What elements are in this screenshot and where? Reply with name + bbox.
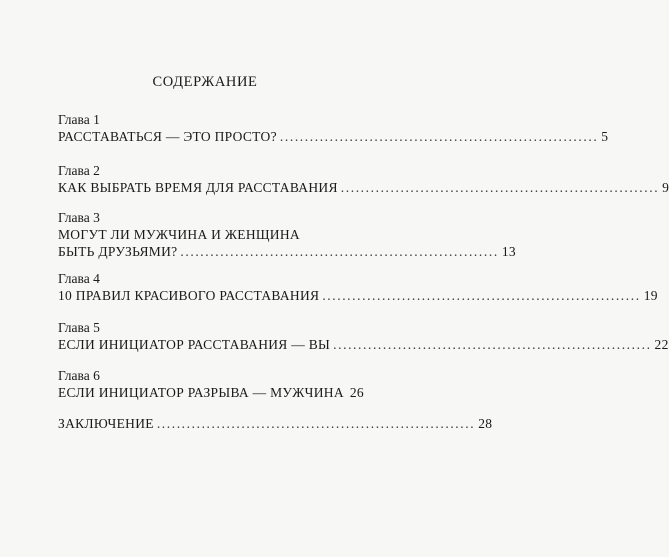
conclusion-title: ЗАКЛЮЧЕНИЕ [58,416,154,431]
chapter-number: Глава 4 [58,271,100,286]
leader-dots: ................................................................ [180,244,499,259]
chapter-title: ЕСЛИ ИНИЦИАТОР РАЗРЫВА — МУЖЧИНА [58,385,344,400]
chapter-number: Глава 2 [58,163,100,178]
page-number: 5 [601,129,609,144]
page-number: 28 [478,416,493,431]
chapter-number: Глава 6 [58,368,100,383]
chapter-number: Глава 5 [58,320,100,335]
page-number: 13 [501,244,516,259]
chapter-title-line [58,128,609,145]
chapter-title: РАССТАВАТЬСЯ — ЭТО ПРОСТО? [58,129,277,144]
chapter-title-line [58,287,658,304]
toc-entry-chapter-6[interactable] [58,368,364,401]
toc-entry-conclusion[interactable] [58,415,493,432]
chapter-title-line [58,336,669,353]
toc-entry-chapter-5[interactable] [58,320,669,353]
chapter-title-line [58,179,669,196]
chapter-number: Глава 3 [58,210,100,225]
chapter-title-line [58,384,364,401]
chapter-title-line [58,243,516,260]
chapter-title: 10 ПРАВИЛ КРАСИВОГО РАССТАВАНИЯ [58,288,320,303]
chapter-number: Глава 1 [58,112,100,127]
chapter-title-line-2: БЫТЬ ДРУЗЬЯМИ? [58,244,178,259]
toc-entry-chapter-2[interactable] [58,163,669,196]
leader-dots: ................................................................ [340,180,660,195]
toc-entry-chapter-1[interactable] [58,112,609,145]
chapter-title-line-1: МОГУТ ЛИ МУЖЧИНА И ЖЕНЩИНА [58,227,300,242]
page-number: 22 [654,337,669,352]
leader-dots: ................................................................ [156,416,476,431]
leader-dots: ................................................................ [322,288,641,303]
page-number: 26 [349,385,364,400]
leader-dots: ................................................................ [279,129,599,144]
conclusion-line [58,415,493,432]
chapter-title: ЕСЛИ ИНИЦИАТОР РАССТАВАНИЯ — ВЫ [58,337,331,352]
toc-entry-chapter-3[interactable] [58,210,516,260]
toc-title: СОДЕРЖАНИЕ [152,74,258,90]
chapter-title: КАК ВЫБРАТЬ ВРЕМЯ ДЛЯ РАССТАВАНИЯ [58,180,338,195]
leader-dots: ................................................................ [333,337,652,352]
toc-entry-chapter-4[interactable] [58,271,658,304]
page-number: 9 [662,180,669,195]
page-number: 19 [643,288,658,303]
